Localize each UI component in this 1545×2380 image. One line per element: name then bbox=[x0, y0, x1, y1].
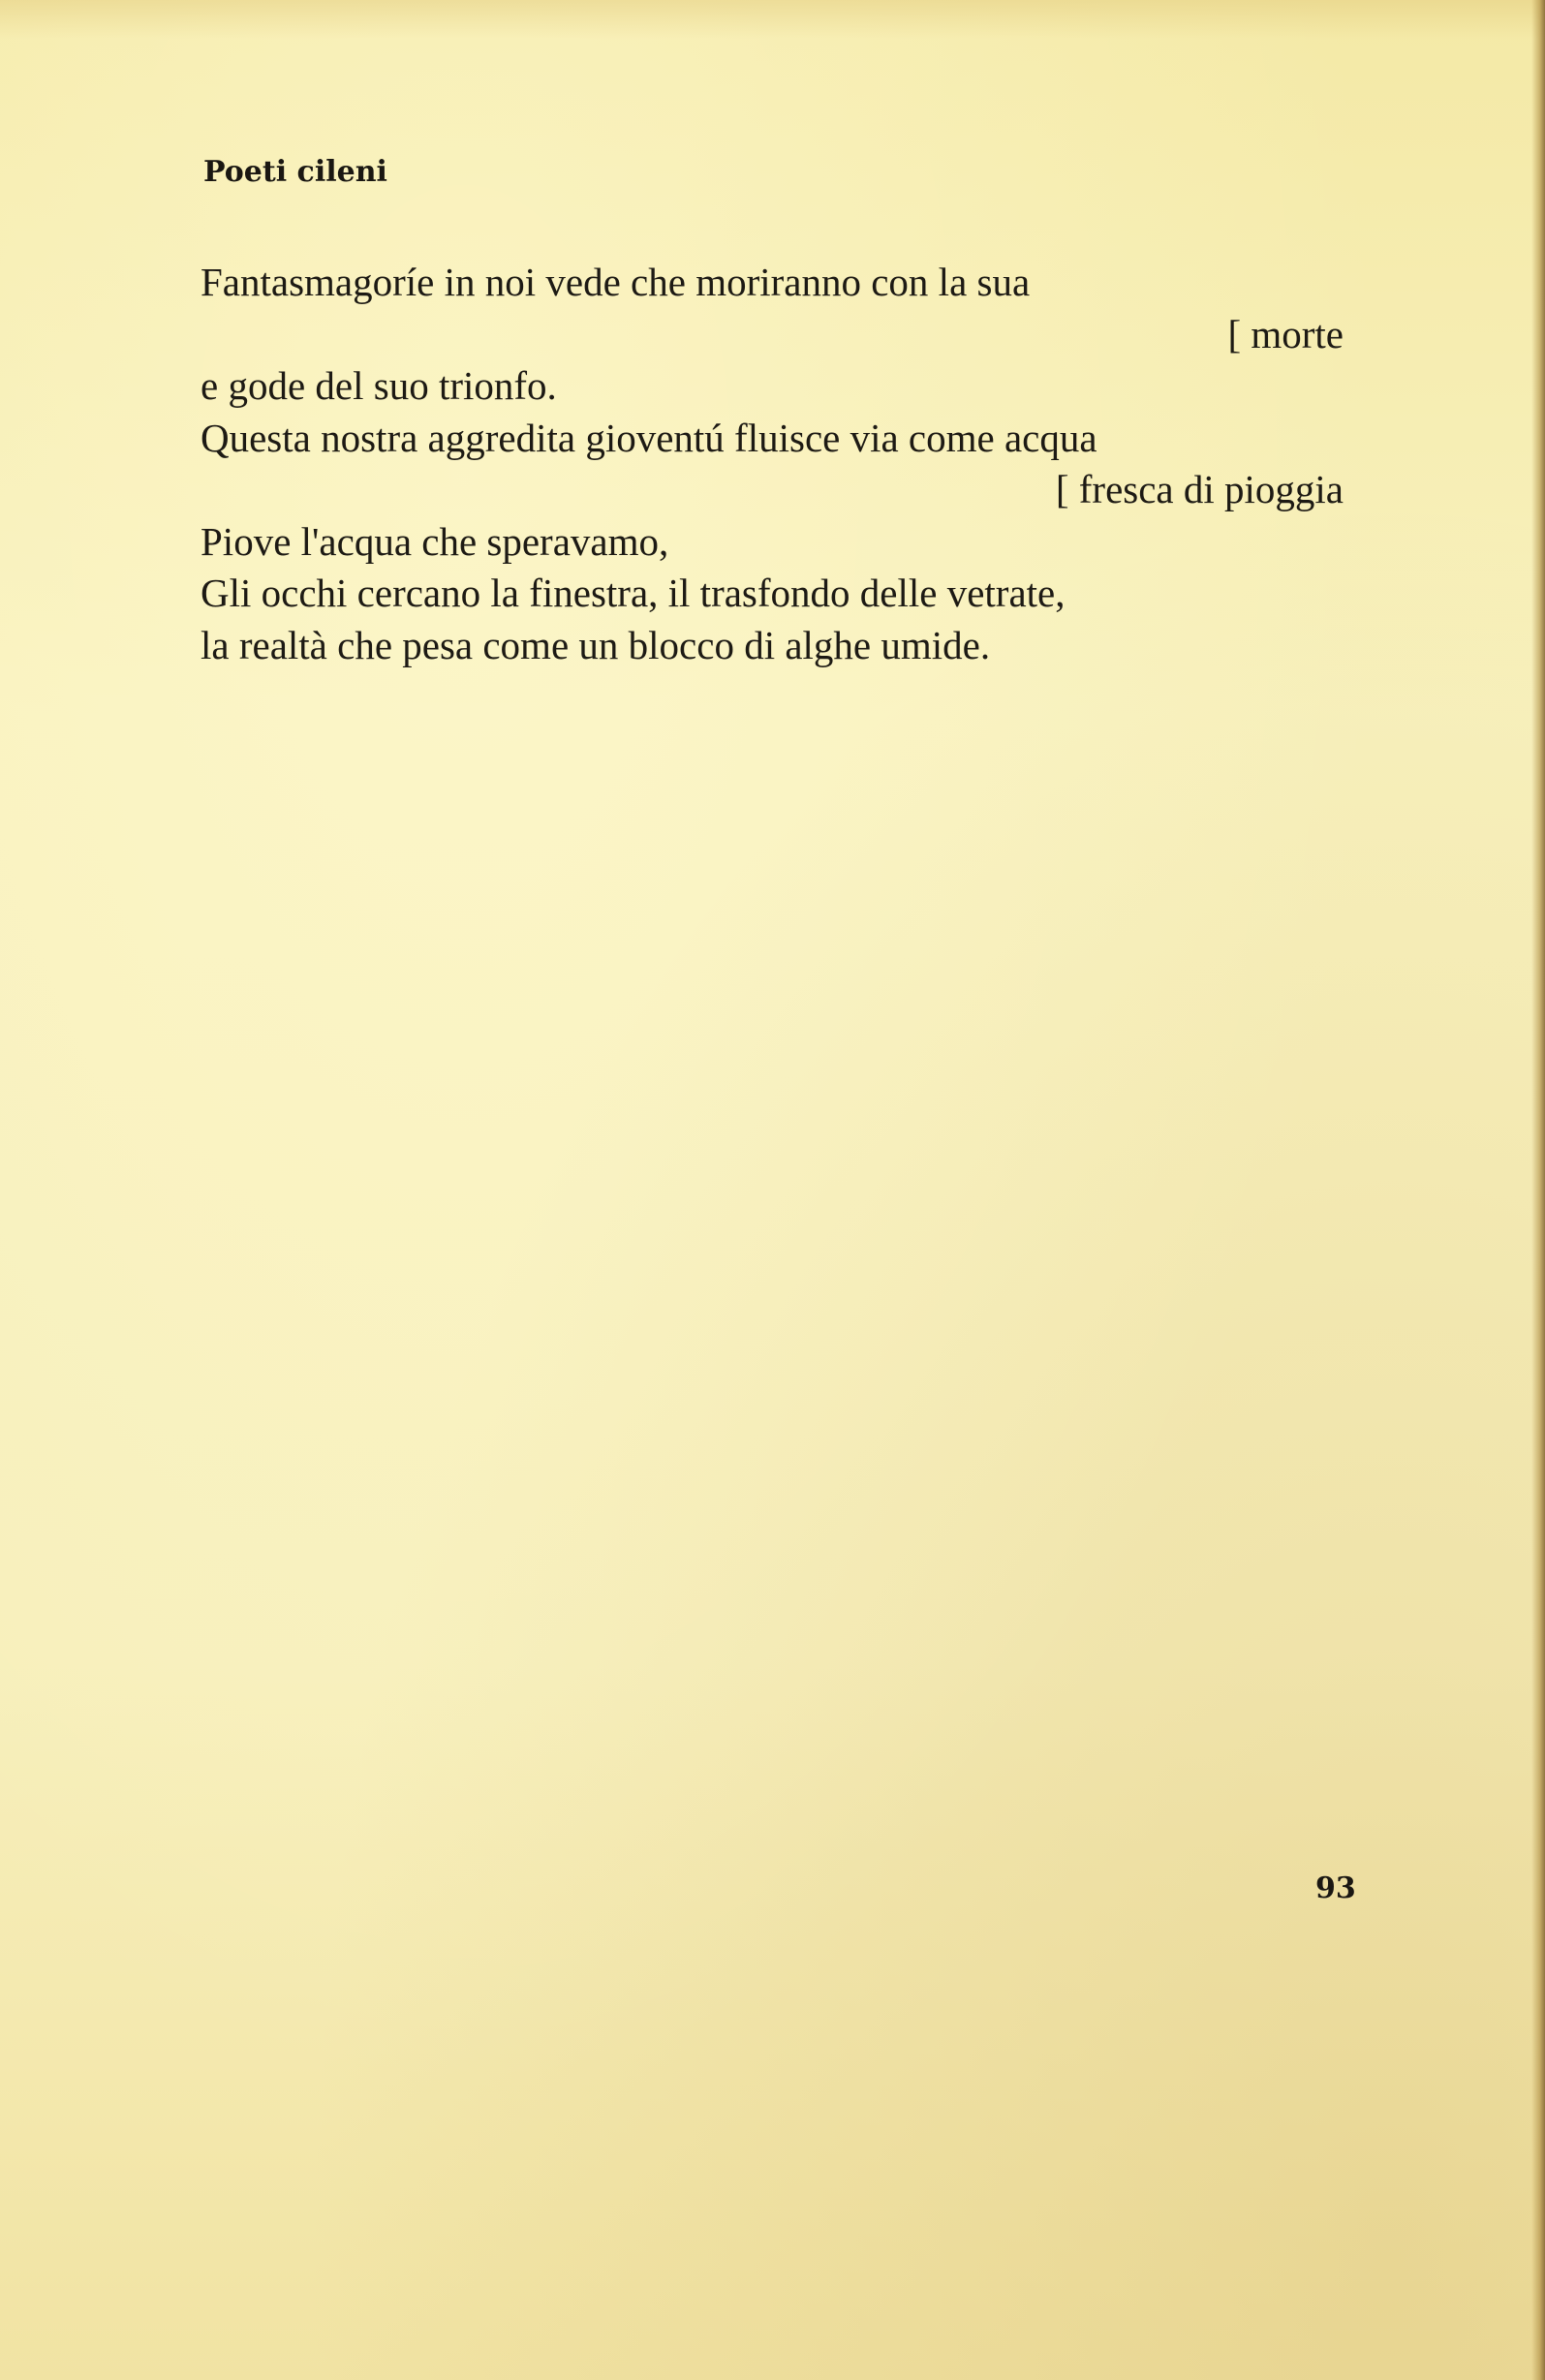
running-head: Poeti cileni bbox=[203, 155, 387, 189]
poem-line: e gode del suo trionfo. bbox=[201, 363, 557, 408]
page-top-shading bbox=[0, 0, 1545, 39]
page-edge-shadow bbox=[1531, 0, 1545, 2380]
poem-line: Piove l'acqua che speravamo, bbox=[201, 518, 669, 564]
poem-text bbox=[201, 257, 1344, 671]
poem-line: Fantasmagoríe in noi vede che moriranno con la sua bbox=[201, 260, 1031, 304]
poem-line: Gli occhi cercano la finestra, il trasfondo delle vetrate, bbox=[201, 571, 1066, 615]
poem-line-continuation: [ morte bbox=[1227, 311, 1344, 356]
poem-line-continuation: [ fresca di pioggia bbox=[1055, 467, 1344, 511]
page-number: 93 bbox=[1315, 1871, 1356, 1905]
poem-line: Questa nostra aggredita gioventú fluisce via come acqua bbox=[201, 415, 1097, 460]
poem-line: la realtà che pesa come un blocco di alghe umide. bbox=[201, 622, 991, 667]
